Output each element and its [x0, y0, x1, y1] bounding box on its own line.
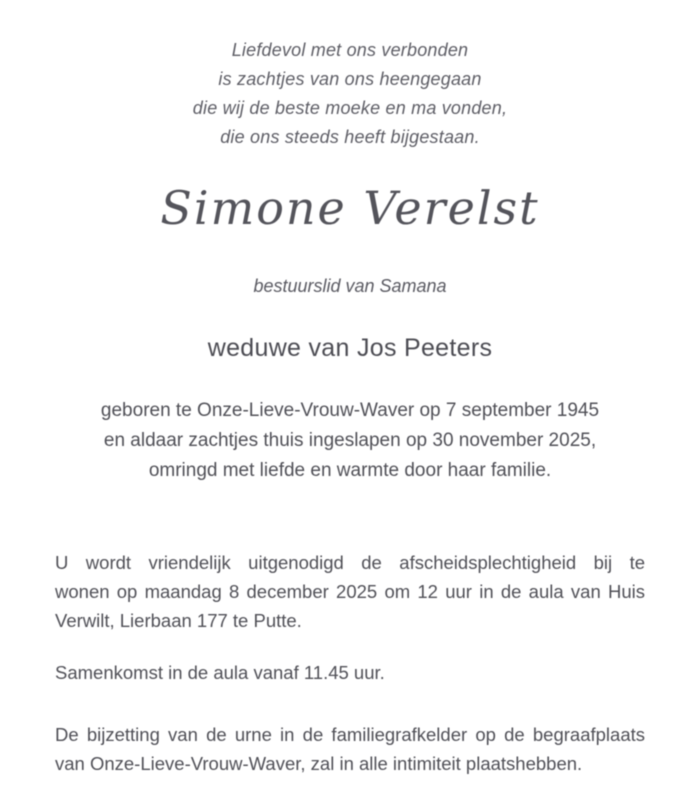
verse-line: die ons steeds heeft bijgestaan. — [220, 127, 480, 147]
opening-verse — [0, 36, 700, 152]
interment-line: De bijzetting van de urne in de familiegrafkelder op de begraafplaats — [55, 724, 645, 745]
interment-line: van Onze-Lieve-Vrouw-Waver, zal in alle intimiteit plaatshebben. — [55, 753, 583, 774]
family-line: omringd met liefde en warmte door haar familie. — [148, 460, 552, 481]
invitation-line: wonen op maandag 8 december 2025 om 12 uur in de aula van Huis — [55, 581, 645, 602]
gathering-line: Samenkomst in de aula vanaf 11.45 uur. — [55, 662, 385, 683]
life-dates — [0, 396, 700, 486]
verse-line: is zachtjes van ons heengegaan — [218, 69, 482, 89]
verse-line: die wij de beste moeke en ma vonden, — [192, 98, 508, 118]
invitation-line: U wordt vriendelijk uitgenodigd de afscheidsplechtigheid bij te — [55, 552, 645, 573]
death-line: en aldaar zachtjes thuis ingeslapen op 30 november 2025, — [103, 430, 597, 451]
deceased-name: Simone Verelst — [160, 181, 540, 235]
widow-relation-line: weduwe van Jos Peeters — [207, 334, 493, 362]
invitation-line: Verwilt, Lierbaan 177 te Putte. — [55, 610, 302, 631]
invitation-paragraph — [55, 548, 645, 635]
birth-line: geboren te Onze-Lieve-Vrouw-Waver op 7 september 1945 — [100, 400, 600, 421]
verse-line: Liefdevol met ons verbonden — [231, 40, 469, 60]
deceased-role: bestuurslid van Samana — [253, 276, 447, 296]
interment-paragraph — [55, 720, 645, 778]
